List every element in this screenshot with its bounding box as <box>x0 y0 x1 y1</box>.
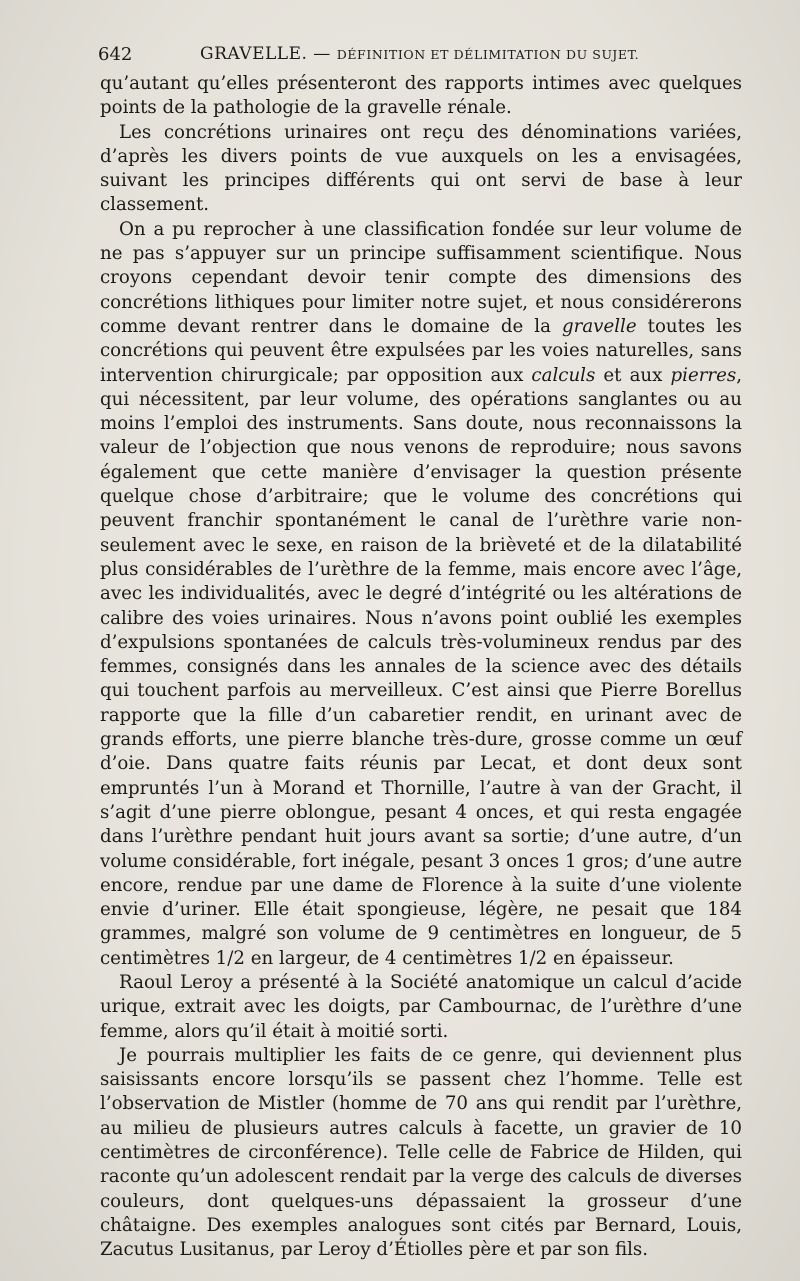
paragraph: qu’autant qu’elles présenteront des rapports intimes avec quelques points de la pathologie de la gravelle rénale. <box>100 73 742 119</box>
paragraph: Raoul Leroy a présenté à la Société anatomique un calcul d’acide urique, extrait avec les doigts, par Cambournac, de l’urèthre d’une femme, alors qu’il était à moitié sorti. <box>100 971 742 1042</box>
term-gravelle: gravelle <box>562 315 637 337</box>
term-pierres: pierres <box>670 364 737 386</box>
body-text <box>100 72 742 1263</box>
running-subtitle: DÉFINITION ET DÉLIMITATION DU SUJET. <box>336 47 640 62</box>
running-head-dash: — <box>313 44 331 64</box>
paragraph: Je pourrais multiplier les faits de ce genre, qui deviennent plus saisissants encore lorsqu’ils se passent chez l’homme. Telle est l’observation de Mistler (homme de 70 ans qui rendit par l’urèthre, au milieu de plusieurs autres calculs à facette, un gravier de 10 centimètres de circonférence). Telle celle de Fabrice de Hilden, qui raconte qu’un adolescent rendait par la verge des calculs de diverses couleurs, dont quelques-uns dépassaient la grosseur d’une châtaigne. Des exemples analogues sont cités par Bernard, Louis, Zacutus Lusitanus, par Leroy d’Étiolles père et par son fils. <box>100 1044 742 1261</box>
page-number: 642 <box>98 44 133 65</box>
paragraph: Les concrétions urinaires ont reçu des dénominations variées, d’après les divers points de vue auxquels on les a envisagées, suivant les principes différents qui ont servi de base à leur classement. <box>100 121 742 216</box>
page-header <box>98 44 740 68</box>
paragraph: On a pu reprocher à une classification fondée sur leur volume de ne pas s’appuyer sur un principe suffisamment scientifique. Nous croyons cependant devoir tenir compte des dimensions des concrétions lithiques pour limiter notre sujet, et nous considérerons comme devant rentrer dans le domaine de la gravelle toutes les concrétions qui peuvent être expulsées par les voies naturelles, sans intervention chirurgicale; par opposition aux calculs et aux pierres, qui nécessitent, par leur volume, des opérations sanglantes ou au moins l’emploi des instruments. Sans doute, nous reconnaissons la valeur de l’objection que nous venons de reproduire; nous savons également que cette manière d’envisager la question présente quelque chose d’arbitraire; que le volume des concrétions qui peuvent franchir spontanément le canal de l’urèthre varie non-seulement avec le sexe, en raison de la brièveté et de la dilatabilité plus considérables de l’urèthre de la femme, mais encore avec l’âge, avec les individualités, avec le degré d’intégrité ou les altérations de calibre des voies urinaires. Nous n’avons point oublié les exemples d’expulsions spontanées de calculs très-volumineux rendus par des femmes, consignés dans les annales de la science avec des détails qui touchent parfois au merveilleux. C’est ainsi que Pierre Borellus rapporte que la fille d’un cabaretier rendit, en urinant avec de grands efforts, une pierre blanche très-dure, grosse comme un œuf d’oie. Dans quatre faits réunis par Lecat, et dont deux sont empruntés l’un à Morand et Thornille, l’autre à van der Gracht, il s’agit d’une pierre oblongue, pesant 4 onces, et qui resta engagée dans l’urèthre pendant huit jours avant sa sortie; d’une autre, d’un volume considérable, fort inégale, pesant 3 onces 1 gros; d’une autre encore, rendue par une dame de Florence à la suite d’une violente envie d’uriner. Elle était spongieuse, légère, ne pesait que 184 grammes, malgré son volume de 9 centimètres en longueur, de 5 centimètres 1/2 en largeur, de 4 centimètres 1/2 en épaisseur. <box>100 218 742 969</box>
running-head <box>200 44 639 64</box>
term-calculs: calculs <box>531 364 596 386</box>
running-title: GRAVELLE. <box>200 44 308 64</box>
